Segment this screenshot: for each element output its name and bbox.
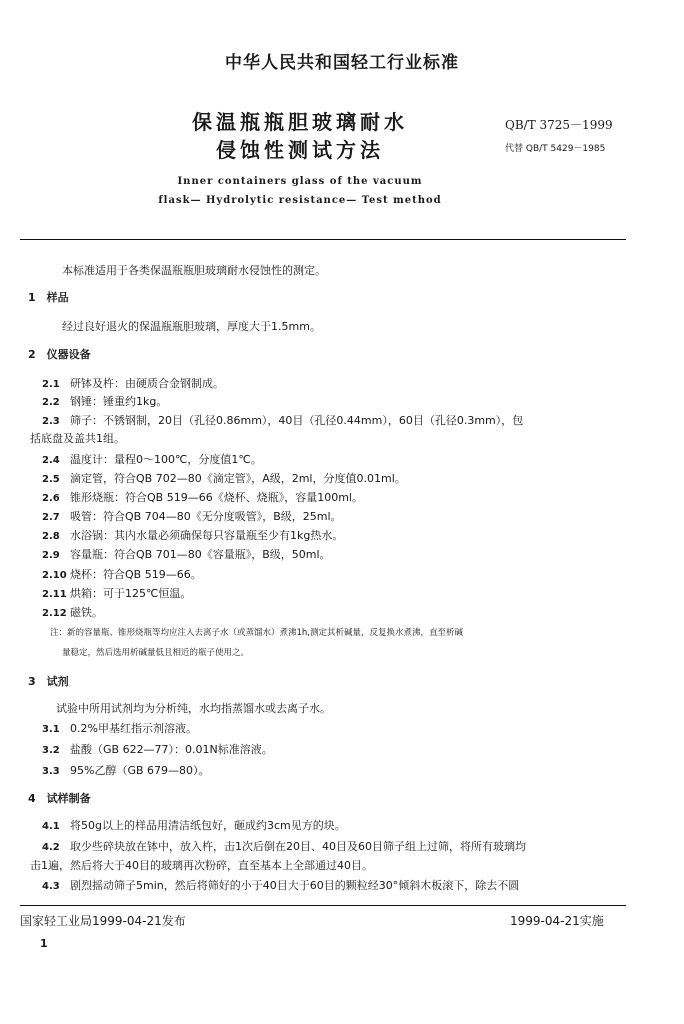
section-2-note-line1: 注：新的容量瓶、锥形烧瓶等均应注入去离子水（或蒸馏水）煮沸1h,测定其析碱量，反复换水煮沸，直至析碱 [50,628,464,638]
list-item: 2.9 容量瓶：符合QB 701—80《容量瓶》，B级，50ml。 [42,548,331,561]
list-item: 2.5 滴定管，符合QB 702—80《滴定管》，A级，2ml，分度值0.01ml。 [42,472,406,485]
list-item: 2.3 筛子：不锈钢制，20目（孔径0.86mm），40目（孔径0.44mm），60目（孔径0.3mm），包 [42,414,524,427]
footer-divider [20,905,626,906]
list-item: 2.6 锥形烧瓶：符合QB 519—66《烧杯、烧瓶》，容量100ml。 [42,491,363,504]
section-1-text: 经过良好退火的保温瓶瓶胆玻璃，厚度大于1.5mm。 [62,320,321,333]
english-title-line2: flask— Hydrolytic resistance— Test method [158,195,442,206]
list-item: 2.10 烧杯：符合QB 519—66。 [42,568,202,581]
implementation-date-line: 1999-04-21实施 [510,914,604,928]
list-item: 3.1 0.2%甲基红指示剂溶液。 [42,722,197,735]
list-item: 2.4 温度计：量程0～100℃，分度值1℃。 [42,453,262,466]
header-divider [20,239,626,240]
english-title-line1: Inner containers glass of the vacuum [177,176,423,187]
section-1-heading: 1 样品 [28,291,69,304]
document-title-line2: 侵蚀性测试方法 [216,138,384,162]
list-item: 4.2 取少些碎块放在钵中，放入杵，击1次后倒在20目、40目及60目筛子组上过筛，将所有玻璃均 [42,840,526,853]
section-2-note-line2: 量稳定，然后选用析碱量低且相近的瓶子使用之。 [62,648,250,658]
section-3-intro: 试验中所用试剂均为分析纯，水均指蒸馏水或去离子水。 [56,702,331,715]
standard-code: QB/T 3725－1999 [505,118,613,132]
page-number: 1 [40,937,48,950]
document-title-line1: 保温瓶瓶胆玻璃耐水 [192,110,408,134]
list-item-continuation: 击1遍，然后将大于40目的玻璃再次粉碎，直至基本上全部通过40目。 [30,859,373,872]
issuing-body-title: 中华人民共和国轻工行业标准 [225,53,459,73]
list-item: 4.3 剧烈摇动筛子5min，然后将筛好的小于40目大于60目的颗粒经30°倾斜木板滚下，除去不圆 [42,879,520,892]
section-2-heading: 2 仪器设备 [28,348,91,361]
list-item: 3.2 盐酸（GB 622—77）：0.01N标准溶液。 [42,743,273,756]
section-4-heading: 4 试样制备 [28,792,91,805]
list-item: 2.11 烘箱：可于125℃恒温。 [42,587,192,600]
scope-paragraph: 本标准适用于各类保温瓶瓶胆玻璃耐水侵蚀性的测定。 [62,264,326,277]
issue-date-line: 国家轻工业局1999-04-21发布 [20,914,186,928]
list-item: 2.12 磁铁。 [42,606,103,619]
section-3-heading: 3 试剂 [28,675,69,688]
replaced-standard: 代替 QB/T 5429－1985 [505,144,606,154]
list-item: 2.2 钢锤：锤重约1kg。 [42,395,168,408]
list-item: 4.1 将50g以上的样品用清洁纸包好，砸成约3cm见方的块。 [42,819,346,832]
list-item: 3.3 95%乙醇（GB 679—80）。 [42,764,210,777]
list-item: 2.1 研钵及杵：由硬质合金钢制成。 [42,377,224,390]
list-item: 2.7 吸管：符合QB 704—80《无分度吸管》，B级，25ml。 [42,510,342,523]
list-item-continuation: 括底盘及盖共1组。 [30,432,125,445]
list-item: 2.8 水浴锅：其内水量必须确保每只容量瓶至少有1kg热水。 [42,529,344,542]
